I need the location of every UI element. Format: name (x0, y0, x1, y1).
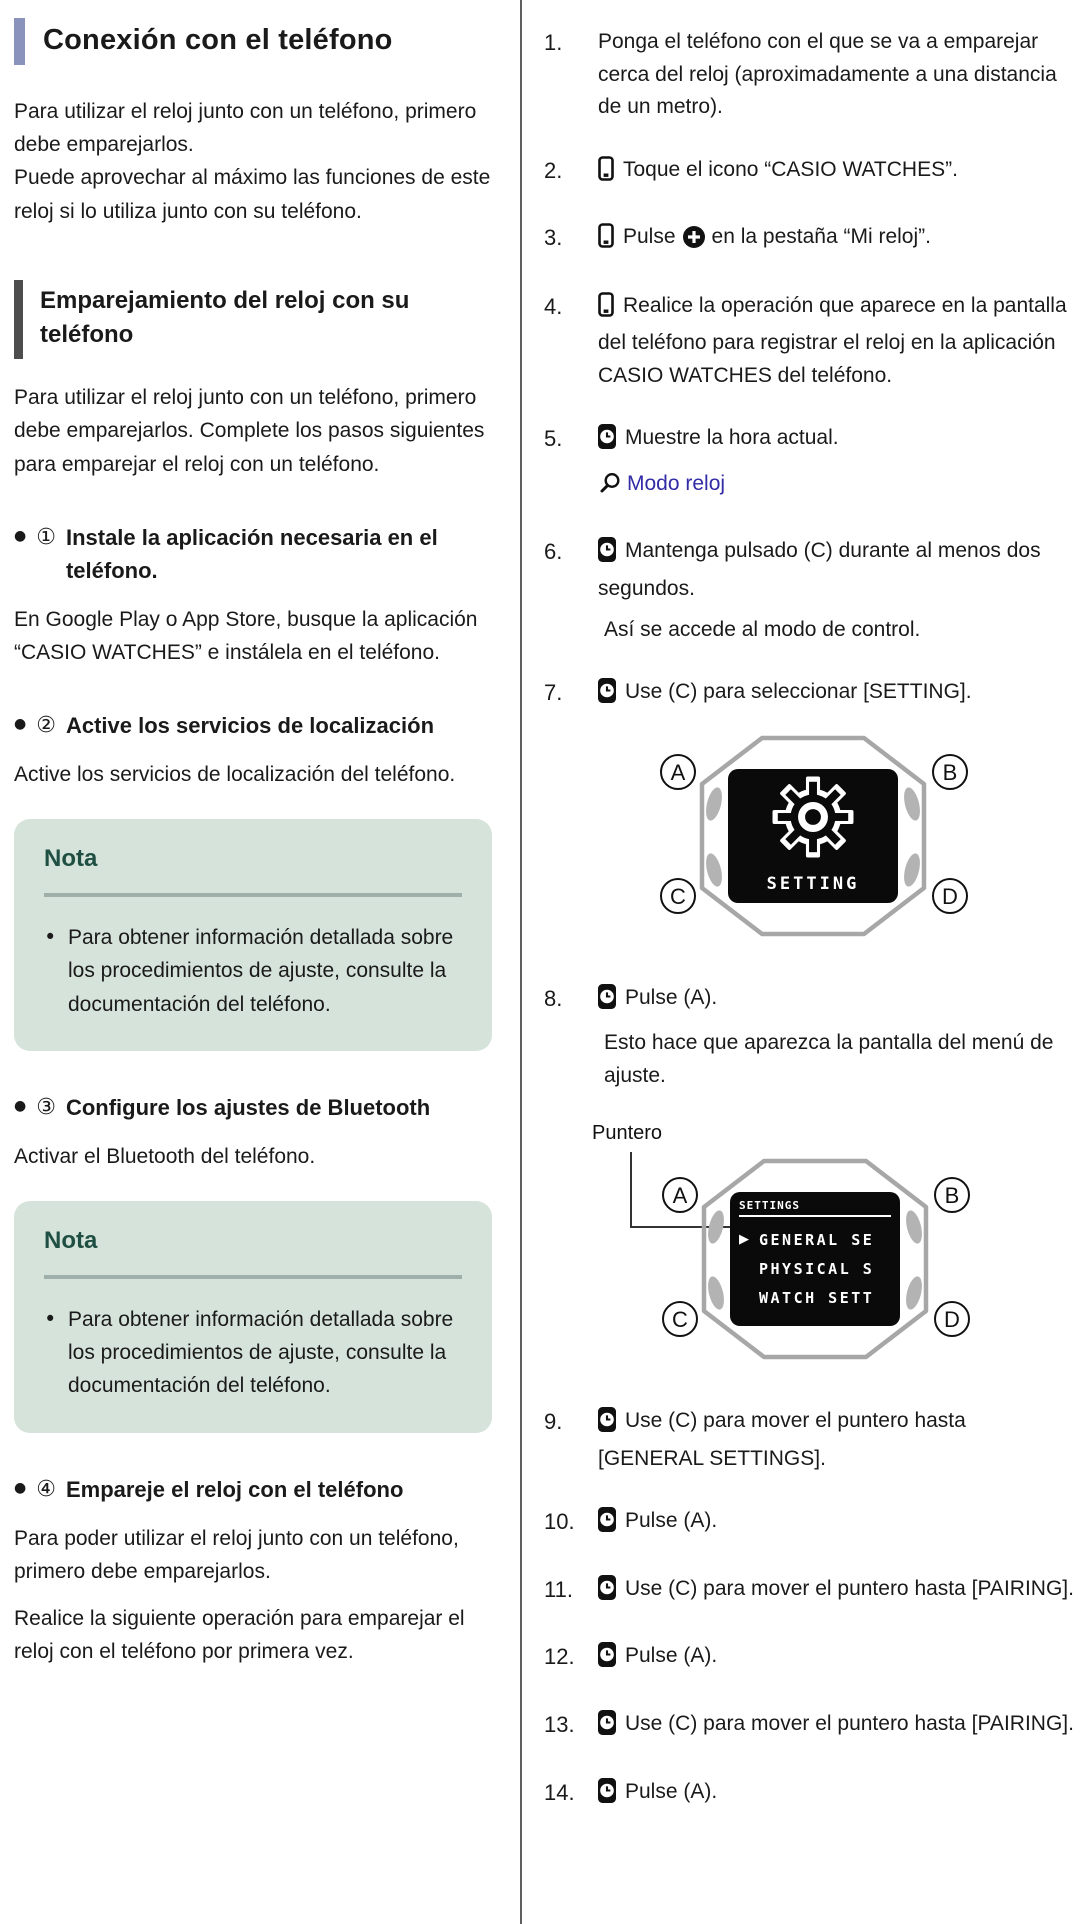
watch-icon (598, 1710, 616, 1746)
phone-icon (598, 156, 614, 192)
note-divider (44, 1275, 462, 1279)
step-number: 10. (544, 1509, 575, 1535)
bullet-icon: ● (14, 716, 27, 733)
note-title: Nota (44, 845, 98, 873)
phone-icon (598, 292, 614, 328)
lcd-title-underline (739, 1215, 891, 1217)
gear-icon (728, 773, 898, 866)
pointer-icon: ▶ (739, 1232, 749, 1248)
pointer-label: Puntero (592, 1122, 663, 1145)
step-9: 9. Use (C) para mover el puntero hasta [GENERAL SETTINGS]. (544, 1405, 1076, 1475)
pairing-intro-paragraph: Para utilizar el reloj junto con un teléfono, primero debe emparejarlos. Complete los pasos siguientes para emparejar el reloj con un teléfono. (14, 386, 485, 476)
step-number: 4. (544, 293, 563, 319)
step-number: 6. (544, 539, 563, 565)
lcd-menu-item-selected: ▶ GENERAL SE (739, 1230, 875, 1249)
watch-icon (598, 1407, 616, 1443)
step-12: 12. Pulse (A). (544, 1640, 1076, 1678)
page-title: Conexión con el teléfono (14, 18, 492, 65)
screen-mode-label: SETTING (766, 873, 860, 894)
note-box-1 (14, 819, 492, 1051)
lcd-menu-item: PHYSICAL S (759, 1259, 875, 1278)
bullet-icon: ● (14, 1479, 27, 1496)
button-label-b: B (934, 1177, 970, 1213)
watch-screen (730, 1192, 900, 1326)
button-label-c: C (660, 878, 696, 914)
phone-icon (598, 223, 614, 259)
step-number: 13. (544, 1712, 575, 1738)
circled-number-4: ④ (36, 1476, 56, 1502)
watch-icon (598, 1642, 616, 1678)
subsection-heading-3: ● ③ Configure los ajustes de Bluetooth (14, 1091, 492, 1124)
circled-number-1: ① (36, 524, 56, 550)
left-column (0, 0, 520, 1924)
watch-screen (728, 769, 898, 903)
step-10: 10. Pulse (A). (544, 1505, 1076, 1543)
watch-icon (598, 1778, 616, 1814)
bullet-icon: • (44, 1307, 57, 1331)
plus-icon (682, 225, 706, 260)
subsection-body-1: En Google Play o App Store, busque la aplicación “CASIO WATCHES” e instálela en el teléfono. (14, 607, 478, 664)
step-13: 13. Use (C) para mover el puntero hasta [PAIRING]. (544, 1708, 1076, 1746)
step-number: 7. (544, 680, 563, 706)
intro-line-1: Para utilizar el reloj junto con un teléfono, primero debe emparejarlos. (14, 100, 477, 157)
button-label-a: A (660, 754, 696, 790)
right-column (522, 0, 1092, 1924)
watch-icon (598, 1575, 616, 1611)
step-number: 2. (544, 157, 563, 183)
circled-number-2: ② (36, 713, 56, 739)
step-note: Esto hace que aparezca la pantalla del menú de ajuste. (604, 1031, 1054, 1087)
note-divider (44, 893, 462, 897)
step-number: 14. (544, 1779, 575, 1805)
subsection-body-4b: Realice la siguiente operación para emparejar el reloj con el teléfono por primera vez. (14, 1606, 465, 1664)
step-number: 11. (544, 1576, 573, 1602)
step-number: 3. (544, 225, 563, 251)
watch-diagram-setting (652, 730, 974, 944)
button-label-b: B (932, 754, 968, 790)
step-4: 4. Realice la operación que aparece en la pantalla del teléfono para registrar el reloj en la aplicación CASIO WATCHES del teléfono. (544, 290, 1076, 393)
step-note: Así se accede al modo de control. (604, 617, 921, 641)
step-1: 1. Ponga el teléfono con el que se va a emparejar cerca del reloj (aproximadamente a una distancia de un metro). (544, 26, 1076, 124)
lcd-menu-item: WATCH SETT (759, 1288, 875, 1307)
watch-mode-link[interactable]: Modo reloj (627, 471, 726, 495)
step-3: 3. Pulse en la pestaña “Mi reloj”. (544, 221, 1076, 260)
note-bullet-item: • Para obtener información detallada sobre los procedimientos de ajuste, consulte la documentación del teléfono. (44, 1303, 462, 1403)
step-number: 9. (544, 1409, 563, 1435)
watch-diagram-menu (654, 1153, 976, 1367)
step-8: 8. Pulse (A). Esto hace que aparezca la pantalla del menú de ajuste. (544, 982, 1076, 1093)
bullet-icon: • (44, 925, 57, 950)
note-bullet-item: • Para obtener información detallada sobre los procedimientos de ajuste, consulte la documentación del teléfono. (44, 921, 462, 1021)
section-title-pairing: Emparejamiento del reloj con su teléfono (14, 280, 492, 360)
note-box-2 (14, 1201, 492, 1433)
step-number: 5. (544, 426, 563, 452)
button-label-d: D (932, 878, 968, 914)
subsection-heading-4: ● ④ Empareje el reloj con el teléfono (14, 1473, 492, 1506)
intro-paragraph (14, 95, 492, 228)
circled-number-3: ③ (36, 1094, 56, 1120)
subsection-heading-1: ● ① Instale la aplicación necesaria en el teléfono. (14, 521, 492, 587)
watch-icon (598, 537, 616, 573)
step-number: 1. (544, 30, 563, 55)
subsection-body-4a: Para poder utilizar el reloj junto con un teléfono, primero debe emparejarlos. (14, 1526, 459, 1583)
watch-icon (598, 424, 616, 460)
related-link-line (598, 468, 1076, 506)
watch-icon (598, 984, 616, 1020)
step-14: 14. Pulse (A). (544, 1776, 1076, 1814)
watch-icon (598, 678, 616, 714)
step-number: 12. (544, 1644, 575, 1670)
subsection-heading-2: ● ② Active los servicios de localización (14, 709, 492, 742)
watch-icon (598, 1507, 616, 1543)
step-11: 11. Use (C) para mover el puntero hasta [PAIRING]. (544, 1573, 1076, 1611)
step-5: 5. Muestre la hora actual. Modo reloj (544, 422, 1076, 505)
subsection-body-2: Active los servicios de localización del teléfono. (14, 763, 456, 787)
note-title: Nota (44, 1227, 98, 1254)
button-label-d: D (934, 1301, 970, 1337)
button-label-a: A (662, 1177, 698, 1213)
step-2: 2. Toque el icono “CASIO WATCHES”. (544, 154, 1076, 192)
step-7: 7. Use (C) para seleccionar [SETTING]. (544, 676, 1076, 714)
bullet-icon: ● (14, 1097, 27, 1114)
intro-line-2: Puede aprovechar al máximo las funciones de este reloj si lo utiliza junto con su teléfono. (14, 166, 491, 223)
lcd-title: SETTINGS (739, 1199, 800, 1213)
search-icon (598, 472, 621, 506)
step-6: 6. Mantenga pulsado (C) durante al menos dos segundos. Así se accede al modo de control. (544, 535, 1076, 646)
button-label-c: C (662, 1301, 698, 1337)
bullet-icon: ● (14, 527, 27, 544)
step-number: 8. (544, 985, 563, 1011)
watch-diagram-menu-block (592, 1122, 1076, 1367)
subsection-body-3: Activar el Bluetooth del teléfono. (14, 1144, 316, 1168)
